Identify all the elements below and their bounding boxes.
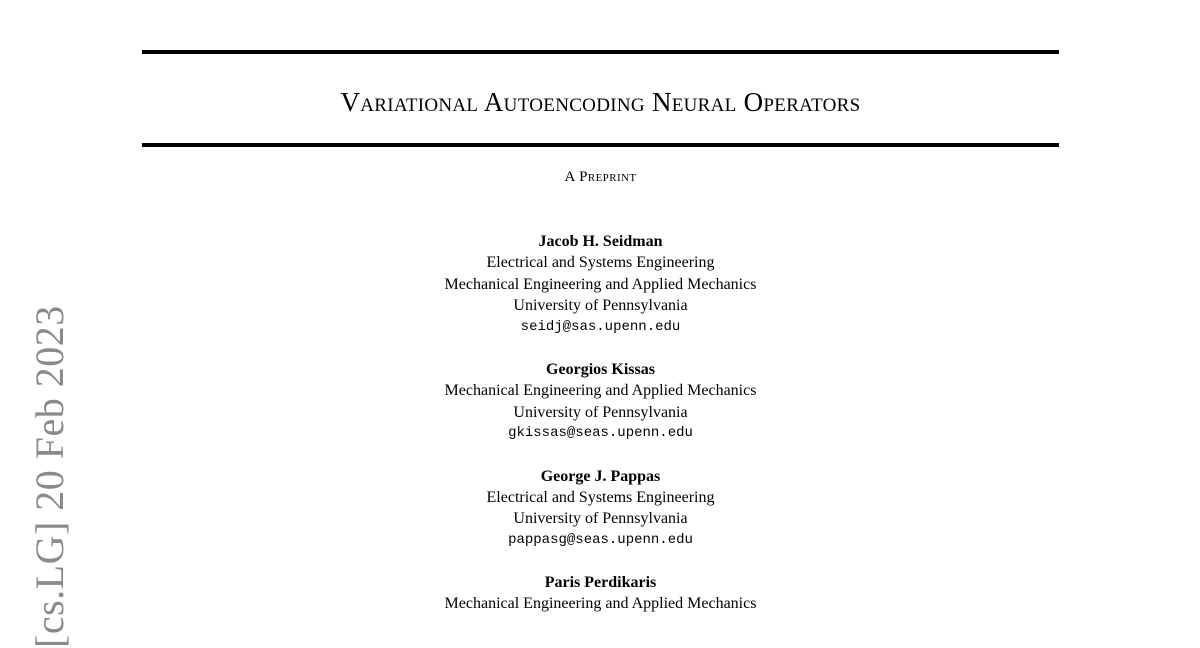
title-top-rule <box>142 50 1059 54</box>
arxiv-stamp-text: [cs.LG] 20 Feb 2023 <box>27 305 72 648</box>
author-name: Jacob H. Seidman <box>538 233 663 250</box>
author-block <box>142 466 1059 552</box>
author-block <box>142 231 1059 338</box>
author-name: Georgios Kissas <box>546 361 655 378</box>
author-affiliation: Electrical and Systems Engineering <box>486 254 715 271</box>
author-affiliation: University of Pennsylvania <box>513 403 688 421</box>
author-affiliation: University of Pennsylvania <box>513 510 688 527</box>
author-affiliation: Mechanical Engineering and Applied Mechanics <box>444 275 757 293</box>
author-email[interactable]: seidj@sas.upenn.edu <box>520 318 681 335</box>
author-list <box>142 231 1059 636</box>
author-block <box>142 359 1059 445</box>
author-email[interactable]: pappasg@seas.upenn.edu <box>508 531 693 548</box>
author-affiliation: Mechanical Engineering and Applied Mechanics <box>444 382 757 399</box>
preprint-label: A Preprint <box>564 169 637 185</box>
title-bottom-rule <box>142 143 1059 147</box>
author-affiliation: University of Pennsylvania <box>513 297 688 314</box>
author-affiliation: Mechanical Engineering and Applied Mechanics <box>444 595 757 612</box>
author-block <box>142 572 1059 615</box>
author-affiliation: Electrical and Systems Engineering <box>486 488 715 506</box>
author-name: George J. Pappas <box>540 467 661 485</box>
paper-title: Variational Autoencoding Neural Operators <box>340 87 861 117</box>
author-email[interactable]: gkissas@seas.upenn.edu <box>508 425 693 441</box>
author-name: Paris Perdikaris <box>544 574 657 591</box>
